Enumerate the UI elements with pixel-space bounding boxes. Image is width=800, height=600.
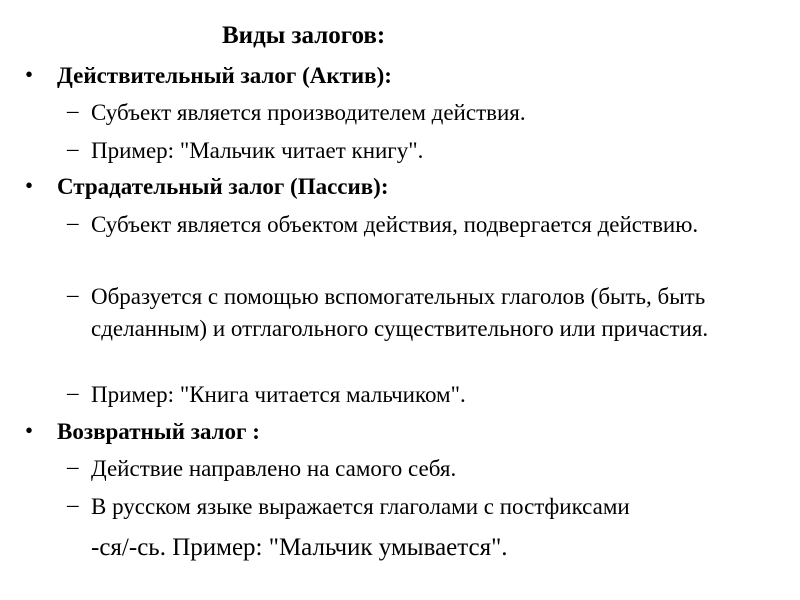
list-item: Образуется с помощью вспомогательных глаголов (быть, быть сделанным) и отглагольного существительного или причастия.	[91, 284, 709, 341]
dash-icon: –	[67, 210, 79, 235]
bullet-icon: •	[25, 62, 34, 87]
dash-icon: –	[67, 492, 79, 517]
slide-title: Виды залогов:	[222, 22, 386, 49]
list-item: Действие направлено на самого себя.	[91, 456, 457, 481]
list-item: Субъект является производителем действия.	[91, 100, 526, 125]
list-item: Субъект является объектом действия, подвергается действию.	[91, 212, 699, 237]
list-item: В русском языке выражается глаголами с постфиксами	[91, 494, 630, 519]
dash-icon: –	[67, 454, 79, 479]
dash-icon: –	[67, 136, 79, 161]
section-heading-reflexive: Возвратный залог :	[57, 419, 260, 444]
section-heading-active: Действительный залог (Актив):	[57, 63, 392, 88]
list-item: Пример: "Книга читается мальчиком".	[91, 382, 466, 407]
list-item-continuation: -ся/-сь. Пример: "Мальчик умывается".	[91, 534, 508, 561]
bullet-icon: •	[25, 418, 34, 443]
dash-icon: –	[67, 282, 79, 307]
bullet-icon: •	[25, 173, 34, 198]
section-heading-passive: Страдательный залог (Пассив):	[57, 174, 389, 199]
dash-icon: –	[67, 98, 79, 123]
list-item: Пример: "Мальчик читает книгу".	[91, 138, 424, 163]
dash-icon: –	[67, 380, 79, 405]
